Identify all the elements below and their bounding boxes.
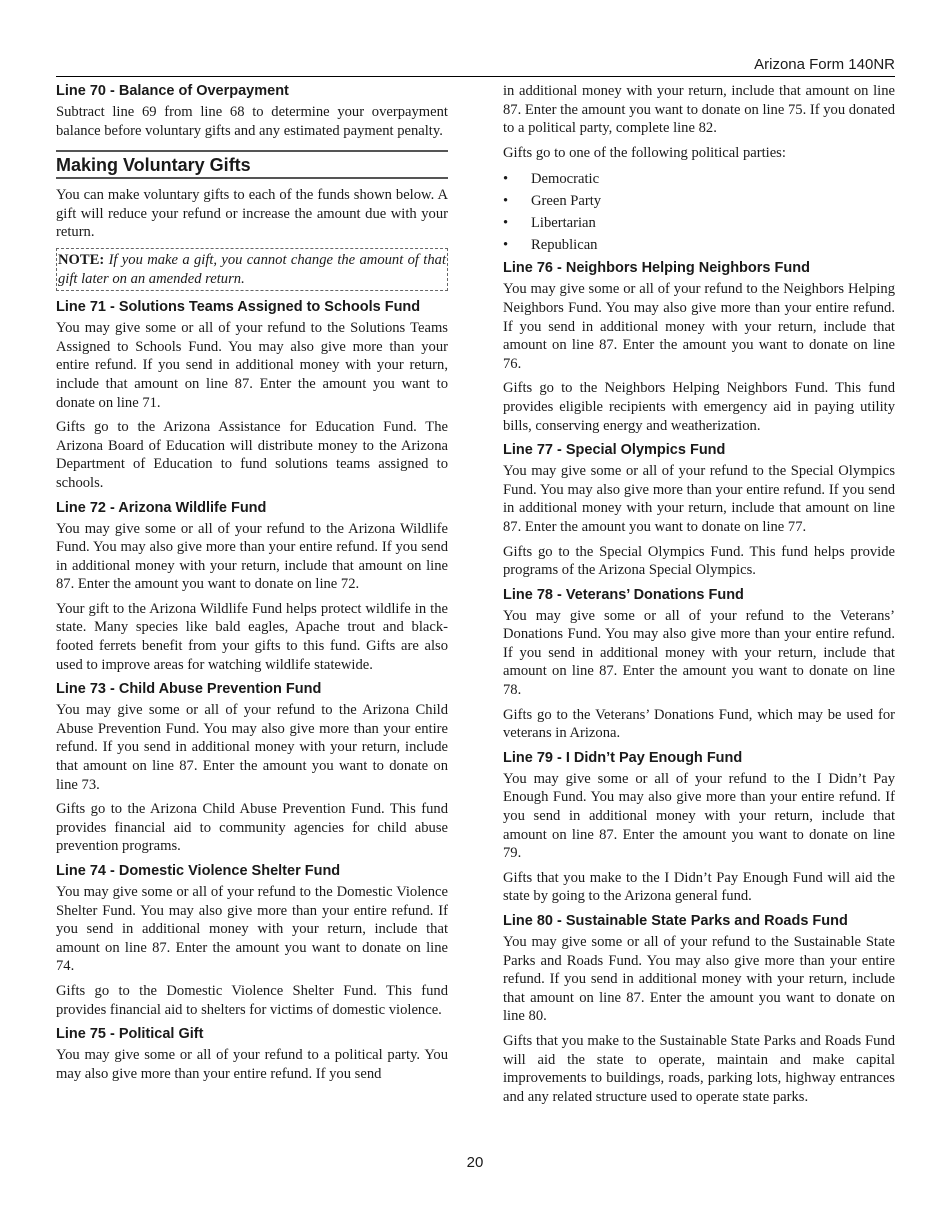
- list-item: [503, 168, 895, 190]
- line-74-text: You may give some or all of your refund to the Domestic Violence Shelter Fund. You may also give more than your entire refund. If you send in additional money with your return, include that amount on line 87. Enter the amount you want to donate on line 74.: [56, 884, 448, 975]
- line-79-text-2: Gifts that you make to the I Didn’t Pay Enough Fund will aid the state by going to the Arizona general fund.: [503, 869, 895, 905]
- line-70-heading: Line 70 - Balance of Overpayment: [56, 83, 289, 99]
- line-73-heading: Line 73 - Child Abuse Prevention Fund: [56, 681, 322, 698]
- voluntary-gifts-section-header: [56, 150, 448, 179]
- line-70-text: Subtract line 69 from line 68 to determine your overpayment balance before voluntary gifts and any estimated payment penalty.: [56, 104, 448, 139]
- line-71-text: You may give some or all of your refund to the Solutions Teams Assigned to Schools Fund. You may also give more than your entire refund. If you send in additional money with your return, include that amount on line 87. Enter the amount you want to donate on line 71.: [56, 320, 448, 411]
- line-80-text: You may give some or all of your refund to the Sustainable State Parks and Roads Fund. You may also give more than your entire refund. If you send in additional money with your return, include that amount on line 87. Enter the amount you want to donate on line 80.: [503, 934, 895, 1025]
- party-name: Democratic: [531, 171, 600, 188]
- line-79-heading: Line 79 - I Didn’t Pay Enough Fund: [503, 749, 743, 766]
- line-79-text: You may give some or all of your refund to the I Didn’t Pay Enough Fund. You may also give more than your entire refund. If you send in additional money with your return, include that amount on line 87. Enter the amount you want to donate on line 79.: [503, 770, 895, 862]
- party-name: Green Party: [531, 193, 602, 210]
- form-title: Arizona Form 140NR: [754, 56, 895, 73]
- line-74-heading: Line 74 - Domestic Violence Shelter Fund: [56, 863, 341, 879]
- line-72-text-2: Your gift to the Arizona Wildlife Fund helps protect wildlife in the state. Many species like bald eagles, Apache trout and black-footed ferrets benefit from your gifts to this fund. Gifts are also used to improve areas for watching wildlife statewide.: [56, 600, 448, 673]
- parties-intro: Gifts go to one of the following political parties:: [503, 144, 786, 161]
- line-75-text: You may give some or all of your refund to a political party. You may also give more than your entire refund. If you send: [56, 1047, 448, 1082]
- note-label: NOTE:: [58, 251, 105, 268]
- list-item: [503, 212, 895, 234]
- line-77-text: You may give some or all of your refund to the Special Olympics Fund. You may also give more than your entire refund. If you send in additional money with your return, include that amount on line 87. Enter the amount you want to donate on line 77.: [503, 463, 895, 535]
- line-71-heading: Line 71 - Solutions Teams Assigned to Schools Fund: [56, 299, 421, 316]
- bullet-icon: •: [503, 215, 509, 232]
- line-76-text: You may give some or all of your refund to the Neighbors Helping Neighbors Fund. You may also give more than your entire refund. If you send in additional money with your return, include that amount on line 87. Enter the amount you want to donate on line 76.: [503, 281, 895, 372]
- line-77-heading: Line 77 - Special Olympics Fund: [503, 442, 726, 459]
- section-title: Making Voluntary Gifts: [56, 155, 251, 176]
- bullet-icon: •: [503, 237, 509, 254]
- line-76-text-2: Gifts go to the Neighbors Helping Neighbors Fund. This fund provides eligible recipients with emergency aid in paying utility bills, conserving energy and weatherization.: [503, 380, 895, 434]
- party-name: Libertarian: [531, 215, 596, 232]
- left-column: [56, 82, 448, 1089]
- line-77-text-2: Gifts go to the Special Olympics Fund. This fund helps provide programs of the Arizona Special Olympics.: [503, 543, 895, 579]
- line-78-text-2: Gifts go to the Veterans’ Donations Fund, which may be used for veterans in Arizona.: [503, 706, 895, 742]
- line-73-text: You may give some or all of your refund to the Arizona Child Abuse Prevention Fund. You may also give more than your entire refund. If you send in additional money with your return, include that amount on line 87. Enter the amount you want to donate on line 73.: [56, 702, 448, 793]
- list-item: [503, 234, 895, 256]
- line-74-text-2: Gifts go to the Domestic Violence Shelter Fund. This fund provides financial aid to shelters for victims of domestic violence.: [56, 982, 448, 1018]
- line-72-text: You may give some or all of your refund to the Arizona Wildlife Fund. You may also give more than your entire refund. If you send in additional money with your return, include that amount on line 87. Enter the amount you want to donate on line 72.: [56, 520, 448, 593]
- page-header: [56, 56, 895, 77]
- section-intro: You can make voluntary gifts to each of the funds shown below. A gift will reduce your refund or increase the amount due with your return.: [56, 187, 448, 241]
- party-name: Republican: [531, 237, 598, 254]
- line-73-text-2: Gifts go to the Arizona Child Abuse Prevention Fund. This fund provides financial aid to community agencies for child abuse prevention programs.: [56, 801, 448, 855]
- line-76-heading: Line 76 - Neighbors Helping Neighbors Fund: [503, 260, 810, 277]
- note-text: If you make a gift, you cannot change the amount of that gift later on an amended return.: [58, 251, 446, 287]
- line-75-heading: Line 75 - Political Gift: [56, 1026, 204, 1043]
- page-number: 20: [466, 1154, 484, 1171]
- line-72-heading: Line 72 - Arizona Wildlife Fund: [56, 499, 267, 516]
- line-78-text: You may give some or all of your refund to the Veterans’ Donations Fund. You may also give more than your entire refund. If you send in additional money with your return, include that amount on line 87. Enter the amount you want to donate on line 78.: [503, 607, 895, 699]
- list-item: [503, 190, 895, 212]
- party-list: [503, 168, 895, 256]
- note-box: [56, 248, 448, 291]
- line-75-text-continued: in additional money with your return, include that amount on line 87. Enter the amount you want to donate on line 75. If you donated to a political party, complete line 82.: [503, 83, 895, 137]
- line-80-heading: Line 80 - Sustainable State Parks and Roads Fund: [503, 913, 848, 929]
- bullet-icon: •: [503, 193, 509, 210]
- bullet-icon: •: [503, 171, 509, 188]
- line-80-text-2: Gifts that you make to the Sustainable State Parks and Roads Fund will aid the state to operate, maintain and make capital improvements to buildings, roads, parking lots, highway entrances and any related structure used to operate state parks.: [503, 1032, 895, 1105]
- line-78-heading: Line 78 - Veterans’ Donations Fund: [503, 586, 744, 603]
- right-column: [503, 82, 895, 1112]
- line-71-text-2: Gifts go to the Arizona Assistance for Education Fund. The Arizona Board of Education will distribute money to the Arizona Department of Education to fund solutions teams assigned to schools.: [56, 419, 448, 491]
